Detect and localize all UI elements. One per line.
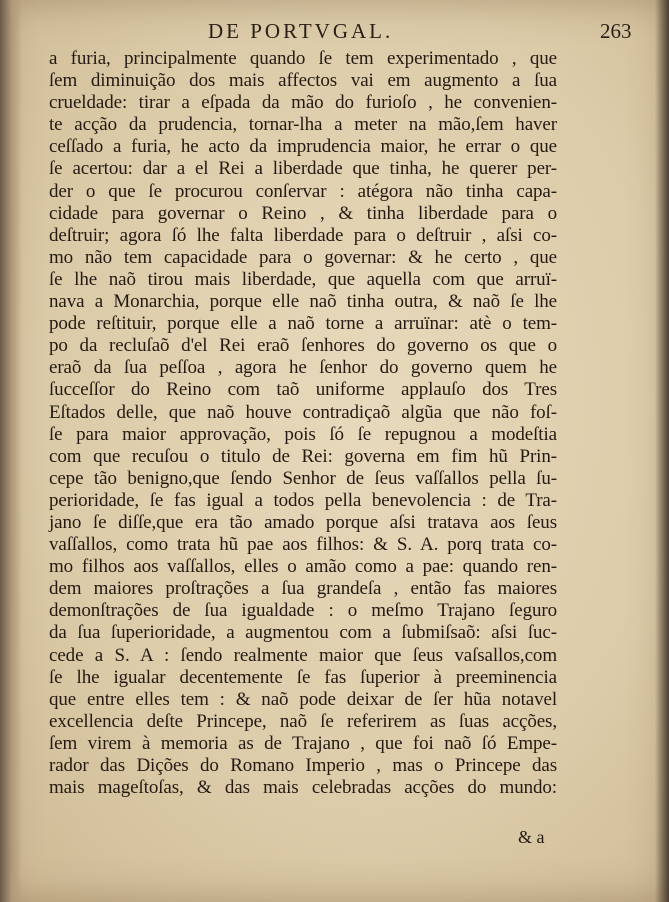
body-text [49, 48, 557, 799]
text-line: mais mageſtoſas, & das mais celebradas acções do mundo: [49, 777, 557, 799]
text-line: ſe acertou: dar a el Rei a liberdade que tinha, he querer per- [49, 158, 557, 180]
running-title: DE PORTVGAL. [208, 19, 394, 43]
running-head [0, 19, 669, 49]
text-line: excellencia deſte Princepe, naõ ſe referirem as ſuas acções, [49, 710, 557, 732]
text-line: Eſtados delle, que naõ houve contradiçaõ algũa que não foſ- [49, 401, 557, 423]
text-line: ſucceſſor do Reino com taõ uniforme applauſo dos Tres [49, 379, 557, 401]
text-line: ſe lhe igualar decentemente ſe fas ſuperior à preeminencia [49, 666, 557, 688]
text-line: ſe lhe naõ tirou mais liberdade, que aquella com que arruï- [49, 268, 557, 290]
text-line: mo filhos aos vaſſallos, elles o amão como a pae: quando ren- [49, 556, 557, 578]
text-line: jano ſe diſſe,que era tão amado porque aſsi tratava aos ſeus [49, 511, 557, 533]
catchword: & a [518, 827, 545, 847]
text-line: po da recluſaõ d'el Rei eraõ ſenhores do governo os que o [49, 335, 557, 357]
text-line: eraõ da ſua peſſoa , agora he ſenhor do governo quem he [49, 357, 557, 379]
text-line: pode reſtituir, porque elle a naõ torne a arruïnar: atè o tem- [49, 313, 557, 335]
text-line: mo não tem capacidade para o governar: & he certo , que [49, 246, 557, 268]
text-line: da ſua ſuperioridade, a augmentou com a ſubmiſsaõ: aſsi ſuc- [49, 622, 557, 644]
text-line: nava a Monarchia, porque elle naõ tinha outra, & naõ ſe lhe [49, 291, 557, 313]
text-line: cede a S. A : ſendo realmente maior que ſeus vaſsallos,com [49, 644, 557, 666]
text-line: crueldade: tirar a eſpada da mão do furioſo , he convenien- [49, 92, 557, 114]
text-line: dem maiores proſtrações a ſua grandeſa , então fas maiores [49, 578, 557, 600]
text-line: der o que ſe procurou conſervar : atégora não tinha capa- [49, 180, 557, 202]
binding-gutter [0, 0, 22, 902]
text-line: deſtruir; agora ſó lhe falta liberdade para o deſtruir , aſsi co- [49, 224, 557, 246]
text-line: ſem virem à memoria as de Trajano , que foi naõ ſó Empe- [49, 732, 557, 754]
text-line: te acção da prudencia, tornar-lha a meter na mão,ſem haver [49, 114, 557, 136]
page-number: 263 [600, 19, 632, 43]
text-line: ceſſado a furia, he acto da imprudencia maior, he errar o que [49, 136, 557, 158]
text-line: demonſtrações de ſua igualdade : o meſmo Trajano ſeguro [49, 600, 557, 622]
text-line: perioridade, ſe fas igual a todos pella benevolencia : de Tra- [49, 489, 557, 511]
text-line: ſem diminuição dos mais affectos vai em augmento a ſua [49, 70, 557, 92]
text-line: cepe tão benigno,que ſendo Senhor de ſeus vaſſallos pella ſu- [49, 467, 557, 489]
text-line: que entre elles tem : & naõ pode deixar de ſer hũa notavel [49, 688, 557, 710]
text-line: cidade para governar o Reino , & tinha liberdade para o [49, 202, 557, 224]
page-edge-shadow [655, 0, 669, 902]
text-line: rador das Dições do Romano Imperio , mas o Princepe das [49, 755, 557, 776]
text-line: vaſſallos, como trata hũ pae aos filhos: & S. A. porq trata co- [49, 534, 557, 556]
text-line: a furia, principalmente quando ſe tem experimentado , que [49, 48, 557, 69]
text-line: ſe para maior approvação, pois ſó ſe repugnou a modeſtia [49, 423, 557, 445]
text-line: com que recuſou o titulo de Rei: governa em fim hũ Prin- [49, 445, 557, 467]
